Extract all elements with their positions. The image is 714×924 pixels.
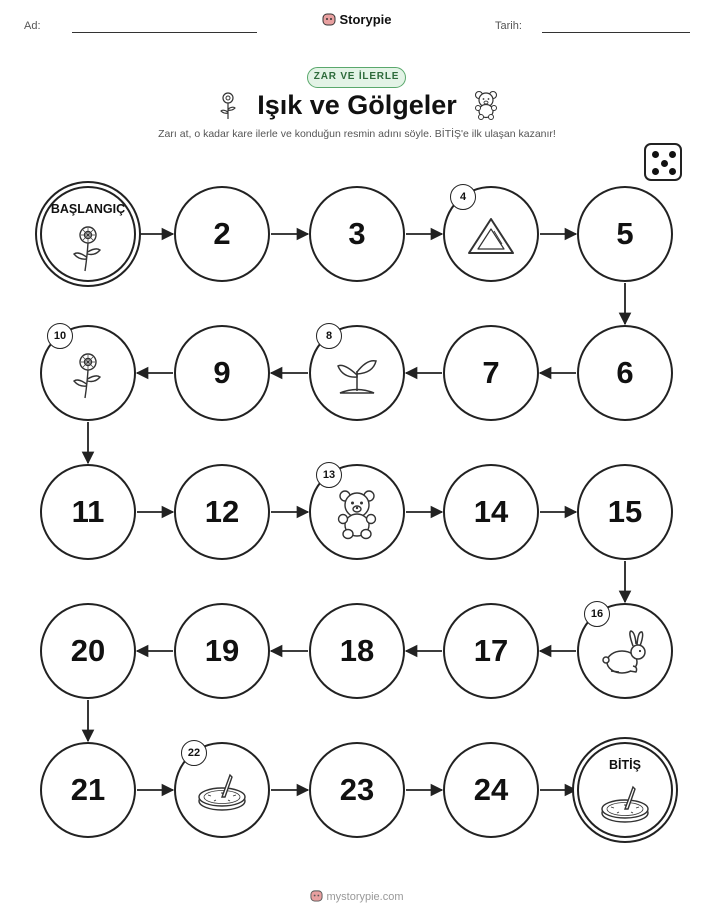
space-number: 20 <box>70 633 106 668</box>
space-number: 19 <box>204 633 240 668</box>
board-space <box>40 464 136 560</box>
flower-icon <box>68 223 108 278</box>
space-number: 2 <box>213 216 231 251</box>
space-number: 23 <box>339 772 375 807</box>
board-space <box>40 603 136 699</box>
space-number: 3 <box>348 216 366 251</box>
space-number: 6 <box>616 355 634 390</box>
board-space <box>577 186 673 282</box>
board-space <box>309 325 405 421</box>
start-space <box>40 186 136 282</box>
space-number: 18 <box>339 633 375 668</box>
space-number: 24 <box>473 772 509 807</box>
instructions: Zarı at, o kadar kare ilerle ve konduğun resmin adını söyle. BİTİŞ'e ilk ulaşan kazanır! <box>158 128 556 140</box>
board-space <box>577 464 673 560</box>
space-number: 21 <box>70 772 106 807</box>
name-label: Ad: <box>24 20 41 32</box>
date-label: Tarih: <box>495 20 522 32</box>
brand-name: Storypie <box>339 12 392 27</box>
space-number-badge: 22 <box>181 740 207 766</box>
space-number: 12 <box>204 494 240 529</box>
footer-url: mystorypie.com <box>326 891 404 903</box>
sprout-icon <box>334 353 380 402</box>
board-space <box>309 464 405 560</box>
activity-tag: ZAR VE İLERLE <box>307 67 406 88</box>
board-space <box>40 325 136 421</box>
board-space <box>577 325 673 421</box>
board-space <box>309 603 405 699</box>
space-number: 14 <box>473 494 509 529</box>
teddy-bear-icon <box>334 488 380 545</box>
space-number: 5 <box>616 216 634 251</box>
space-number: 9 <box>213 355 231 390</box>
board-space <box>443 603 539 699</box>
space-number: 17 <box>473 633 509 668</box>
board-space <box>309 742 405 838</box>
flower-icon <box>68 350 108 405</box>
board-space <box>577 603 673 699</box>
space-number-badge: 8 <box>316 323 342 349</box>
space-number-badge: 16 <box>584 601 610 627</box>
rabbit-icon <box>600 630 650 681</box>
sundial-icon <box>196 771 248 818</box>
finish-space <box>577 742 673 838</box>
board-space <box>443 742 539 838</box>
board-space <box>40 742 136 838</box>
space-number: 7 <box>482 355 500 390</box>
board-space <box>309 186 405 282</box>
board-space <box>174 186 270 282</box>
board-space <box>443 325 539 421</box>
page-title: Işık ve Gölgeler <box>257 90 457 120</box>
space-number-badge: 13 <box>316 462 342 488</box>
space-label: BAŞLANGIÇ <box>50 202 126 216</box>
footer <box>0 889 714 903</box>
space-number: 15 <box>607 494 643 529</box>
space-number: 11 <box>71 494 105 529</box>
board-space <box>443 464 539 560</box>
board-space <box>174 325 270 421</box>
space-number-badge: 4 <box>450 184 476 210</box>
triangle-prism-icon <box>466 215 516 262</box>
board-space <box>174 742 270 838</box>
board-space <box>174 464 270 560</box>
space-number-badge: 10 <box>47 323 73 349</box>
space-label: BİTİŞ <box>609 758 641 772</box>
board-space <box>174 603 270 699</box>
sundial-icon <box>599 783 651 830</box>
board-space <box>443 186 539 282</box>
storypie-logo-icon <box>310 889 323 902</box>
